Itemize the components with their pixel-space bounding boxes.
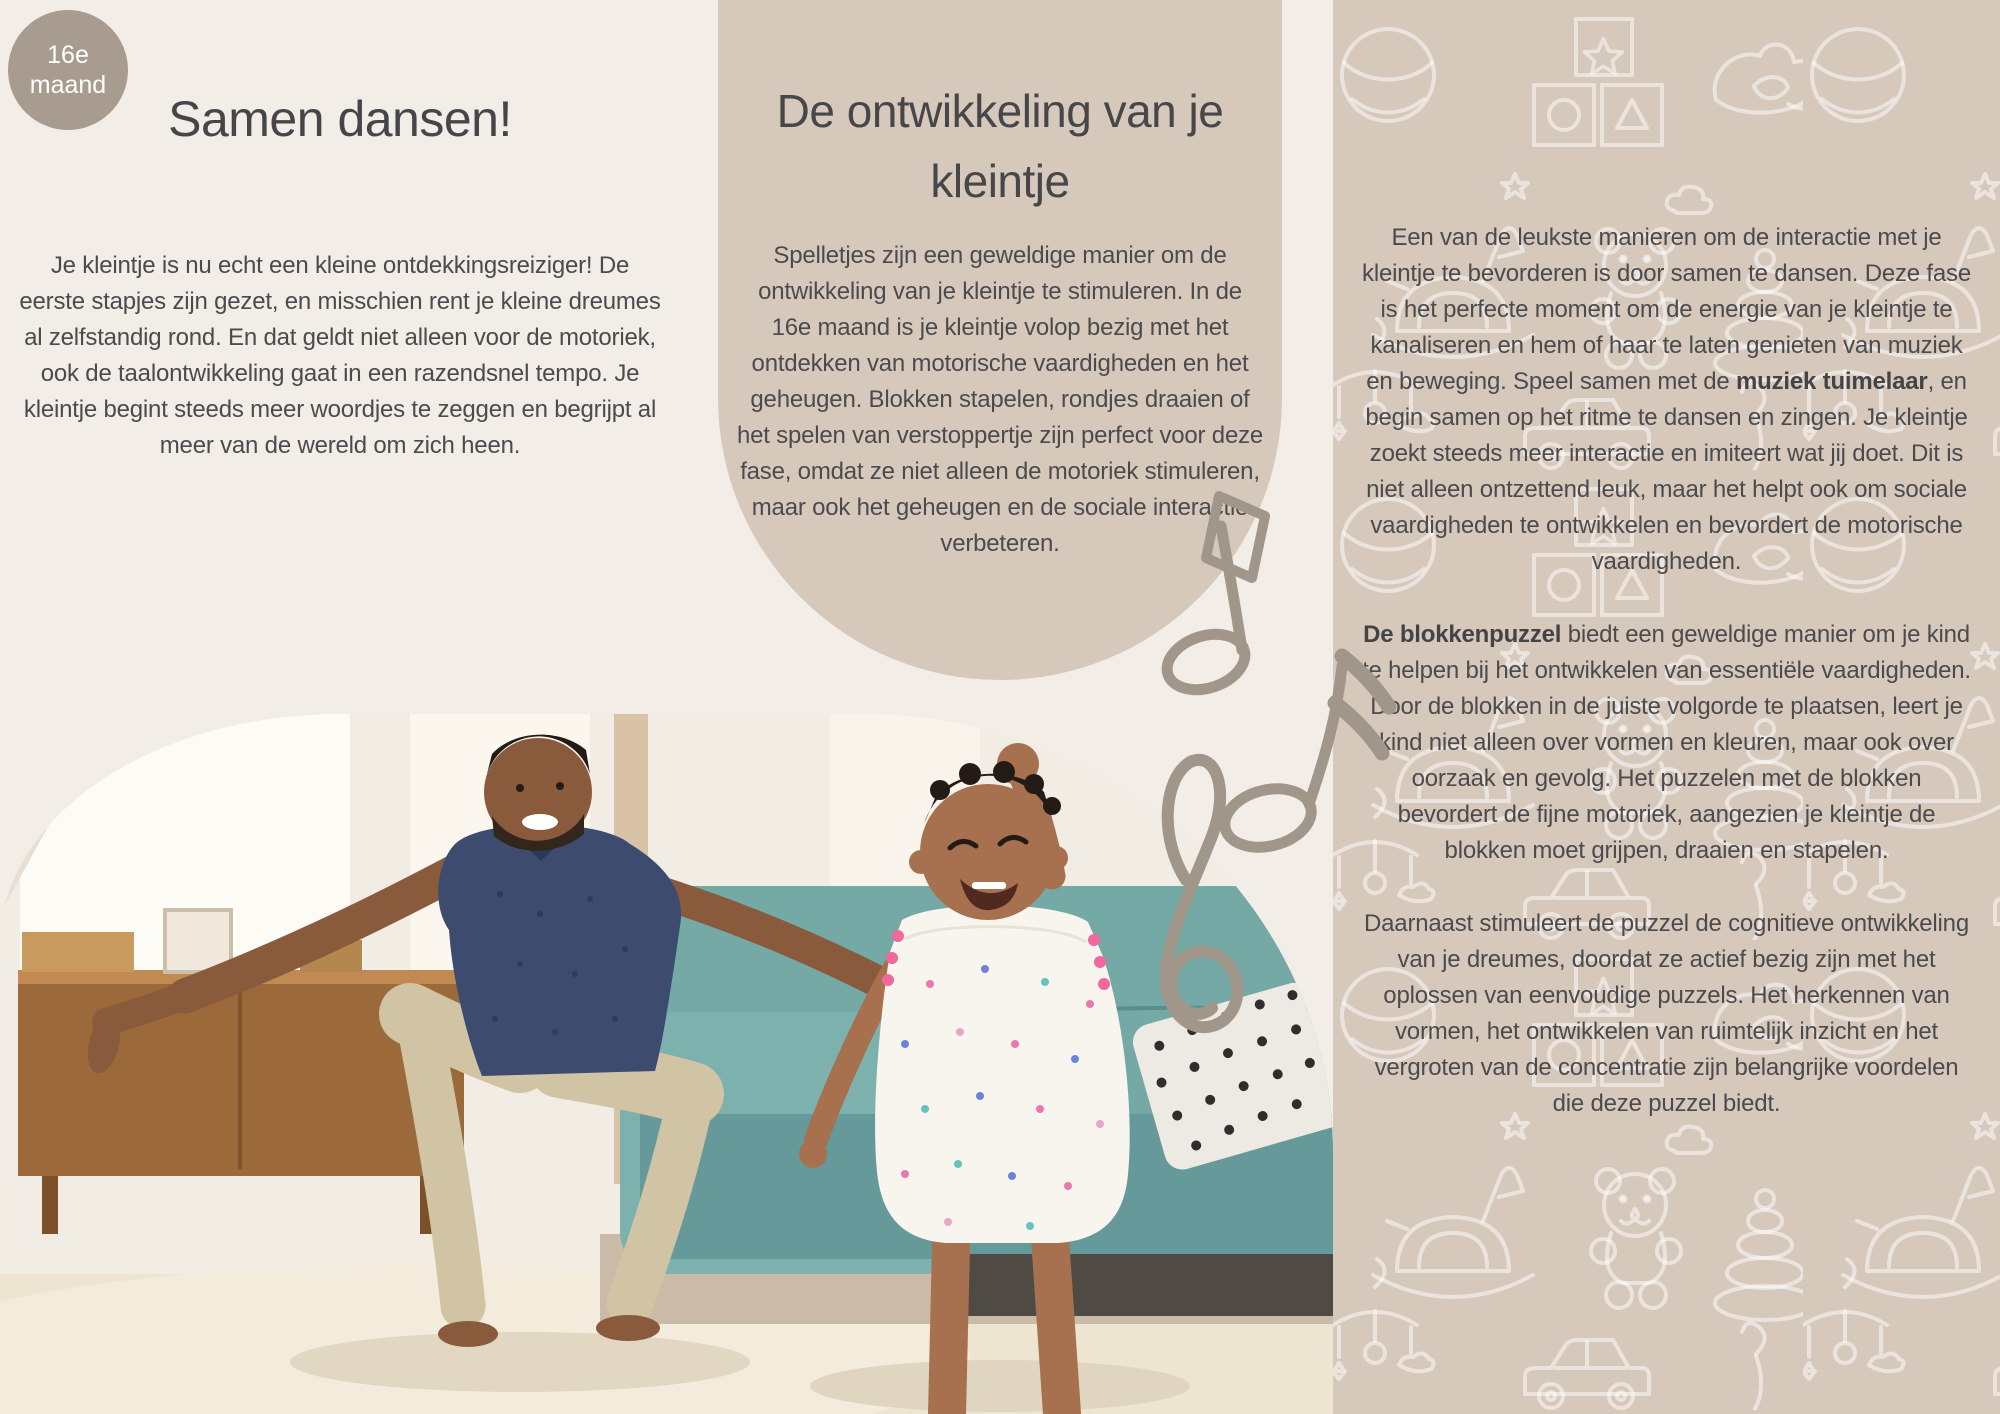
page-title: Samen dansen! <box>168 91 512 147</box>
music-notes-doodle <box>1090 460 1420 1080</box>
dance-paragraph <box>1359 220 1974 580</box>
tips-panel <box>1333 0 2000 1414</box>
muziek-tuimelaar-bold: muziek tuimelaar <box>1736 368 1928 395</box>
development-paragraph: Spelletjes zijn een geweldige manier om de ontwikkeling van je kleintje te stimuleren. In de 16e maand is je kleintje volop bezig met het ontdekken van motorische vaardigheden en het geheugen. Blokken stapelen, rondjes draaien of het spelen van verstoppertje zijn perfect voor deze fase, omdat ze niet alleen de motoriek stimuleren, maar ook het geheugen en de sociale interactie verbeteren. <box>736 242 1264 557</box>
blokkenpuzzel-paragraph <box>1359 617 1974 869</box>
treble-clef-icon <box>1166 760 1238 1027</box>
tips-text <box>1359 220 1974 1159</box>
development-heading: De ontwikkeling van je kleintje <box>776 85 1224 207</box>
eighth-note-icon <box>1160 496 1265 699</box>
blokkenpuzzel-bold: De blokkenpuzzel <box>1363 621 1562 648</box>
month-badge-line2: maand <box>29 71 107 99</box>
blokkenpuzzel-text: biedt een geweldige manier om je kind te helpen bij het ontwikkelen van essentiële vaardigheden. Door de blokken in de juiste volgorde te plaatsen, leert je kind niet alleen over vormen en kleuren, maar ook over oorzaak en gevolg. Het puzzelen met de blokken bevordert de fijne motoriek, aangezien je kleintje de blokken moet grijpen, draaien en stapelen. <box>1362 621 1971 864</box>
month-badge-line1: 16e <box>47 41 89 69</box>
dance-paragraph-rest: , en begin samen op het ritme te dansen en zingen. Je kleintje zoekt steeds meer interactie en imiteert wat jij doet. Dit is niet alleen ontzettend leuk, maar het helpt ook om sociale vaardigheden te ontwikkelen en bevordert de motorische vaardigheden. <box>1365 368 1968 575</box>
month-badge <box>8 10 128 130</box>
cognitive-paragraph: Daarnaast stimuleert de puzzel de cognitieve ontwikkeling van je dreumes, doordat ze actief bezig zijn met het oplossen van eenvoudige puzzels. Het herkennen van vormen, het ontwikkelen van ruimtelijk inzicht en het vergroten van de concentratie zijn belangrijke voordelen die deze puzzel biedt. <box>1364 910 1969 1117</box>
dance-paragraph-text: Een van de leukste manieren om de interactie met je kleintje te bevorderen is door samen te dansen. Deze fase is het perfecte moment om de energie van je kleintje te kanaliseren en hem of haar te laten genieten van muziek en beweging. Speel samen met de <box>1362 224 1971 395</box>
intro-paragraph: Je kleintje is nu echt een kleine ontdekkingsreiziger! De eerste stapjes zijn gezet, en misschien rent je kleine dreumes al zelfstandig rond. En dat geldt niet alleen voor de motoriek, ook de taalontwikkeling gaat in een razendsnel tempo. Je kleintje begint steeds meer woordjes te zeggen en begrijpt al meer van de wereld om zich heen. <box>19 252 661 459</box>
sixteenth-note-icon <box>1219 656 1389 856</box>
